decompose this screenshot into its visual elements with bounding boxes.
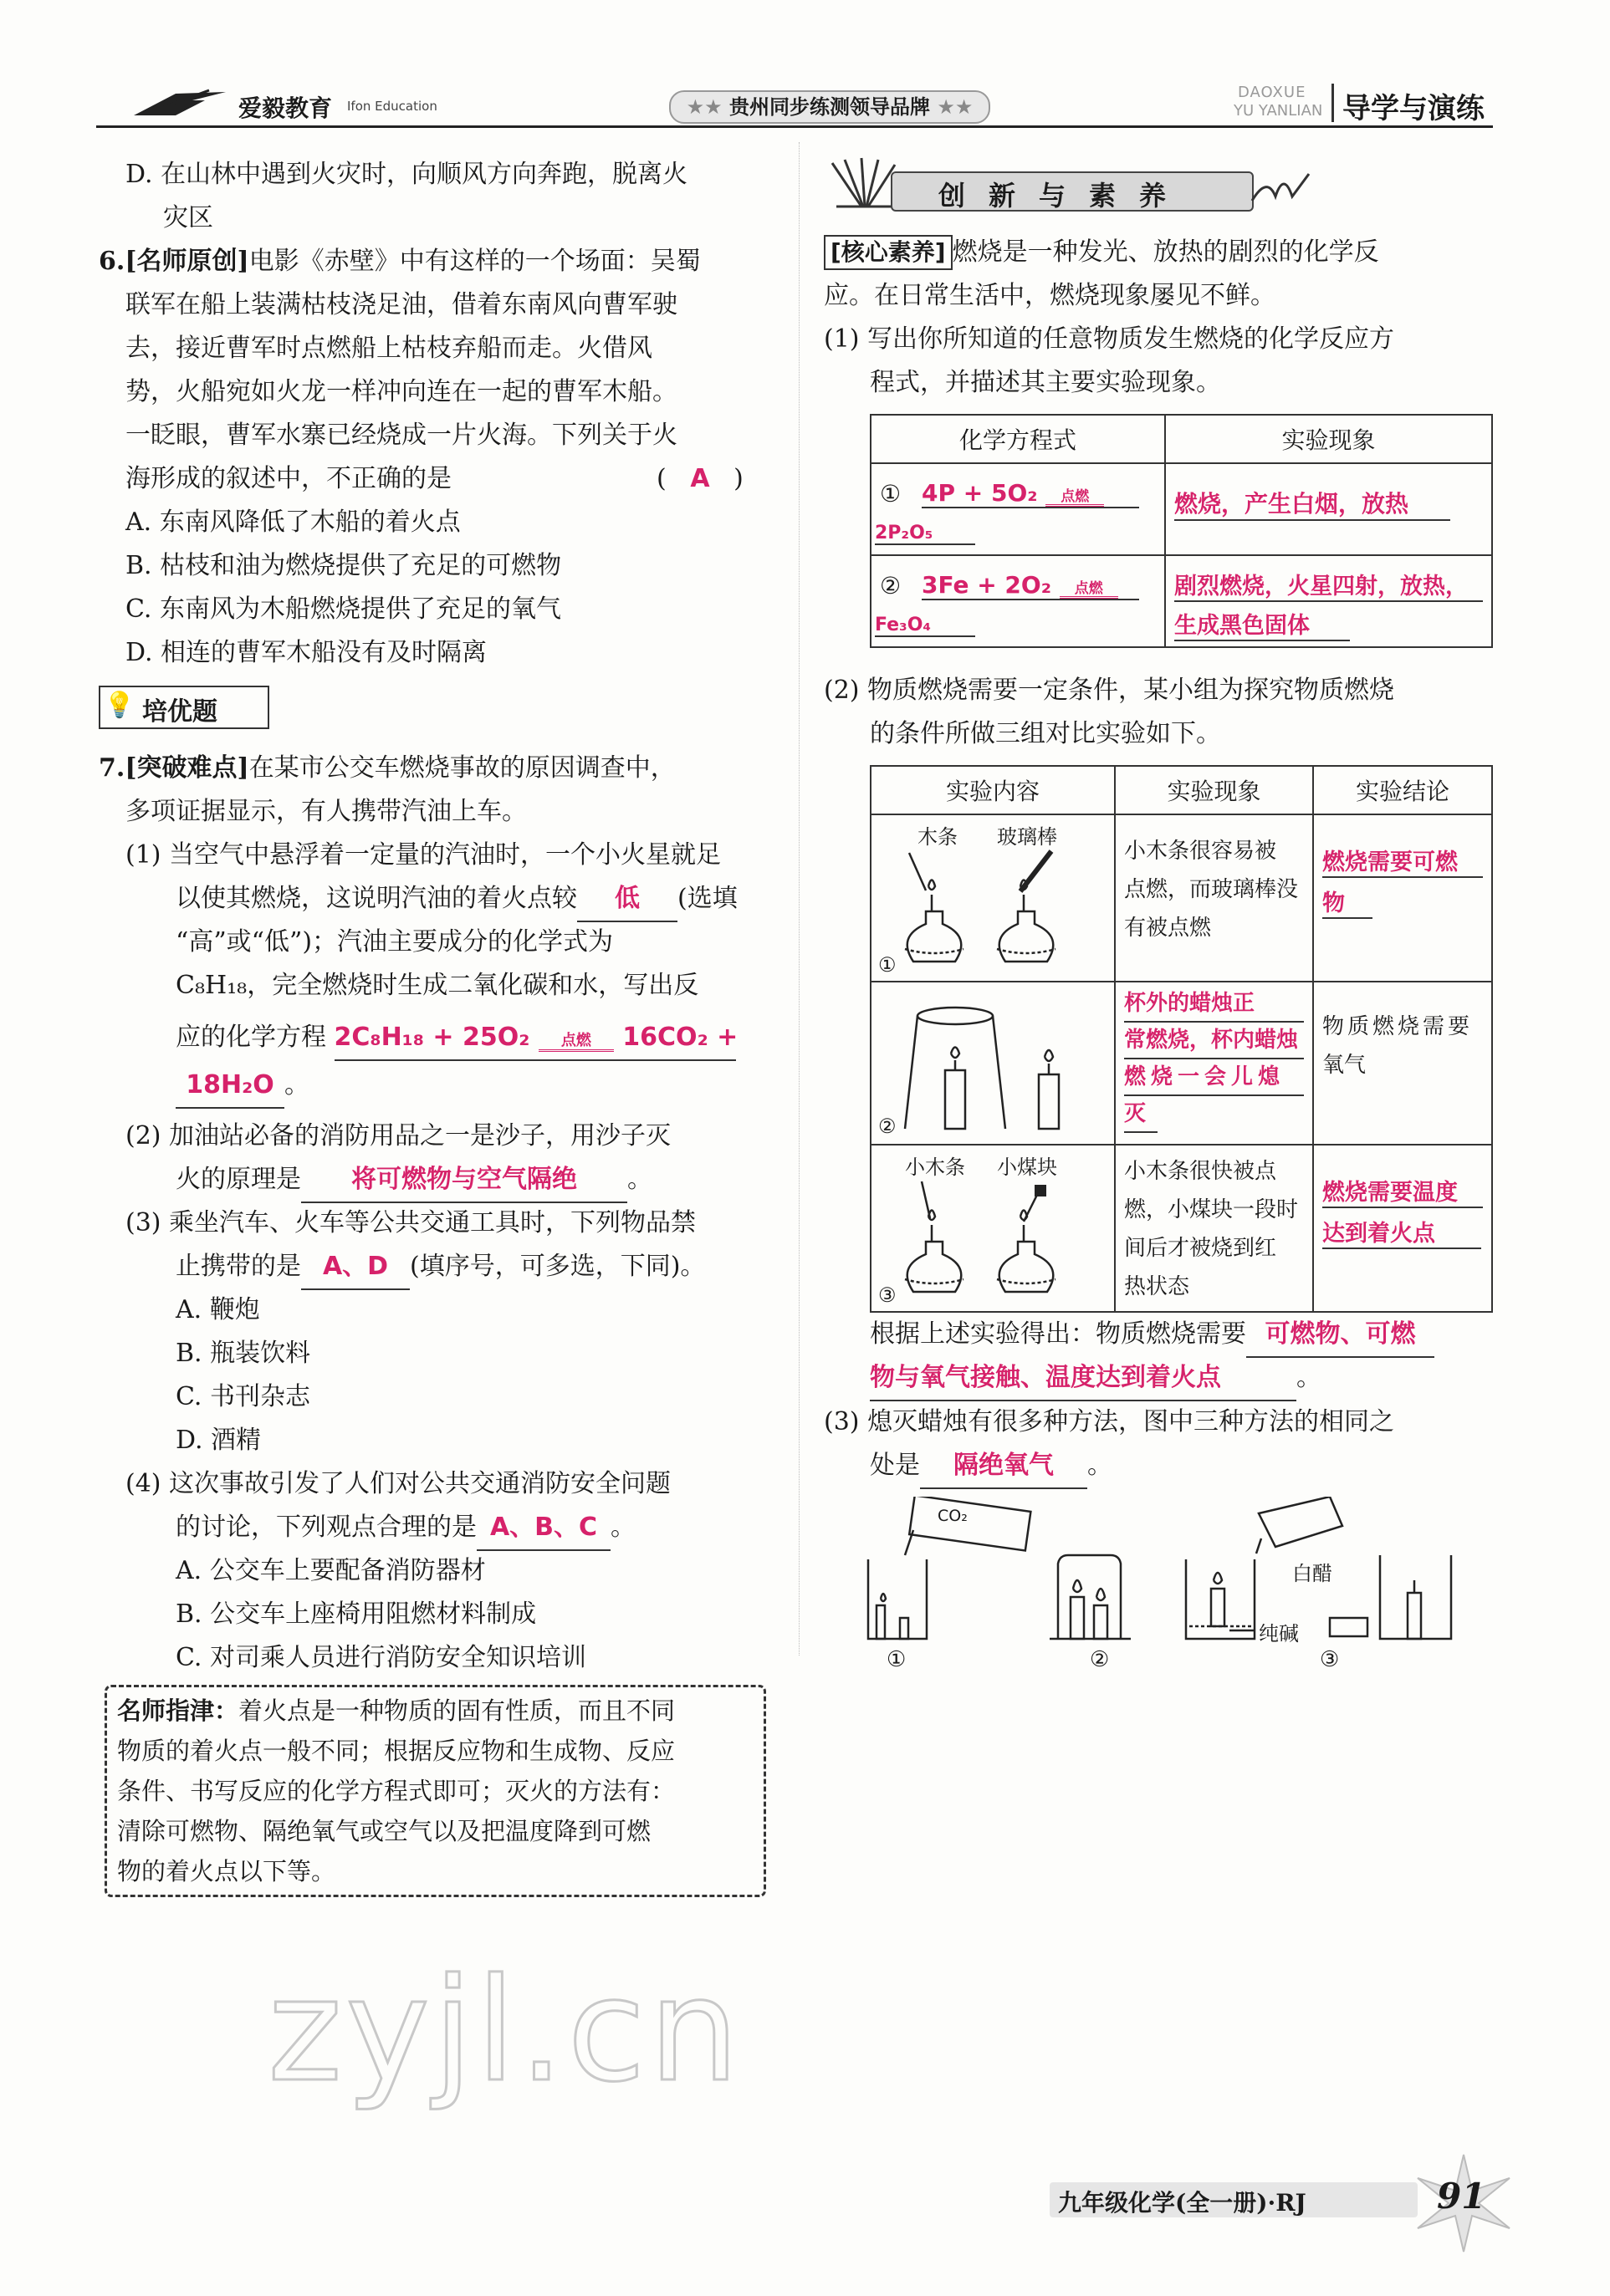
pinyin-bottom: YU YANLIAN	[1234, 102, 1323, 120]
t2-row3-concl: 燃烧需要温度 达到着火点	[1313, 1145, 1492, 1312]
q7-p3-option-d: D. 酒精	[176, 1426, 262, 1455]
q7-p3-option-c: C. 书刊杂志	[176, 1382, 310, 1411]
q7-p1-line2: 以使其燃烧，这说明汽油的着火点较 低 (选填	[176, 877, 738, 922]
q7-line1	[99, 747, 676, 790]
tip-line1: 名师指津：着火点是一种物质的固有性质，而且不同	[117, 1696, 676, 1725]
r-concl-line1: 根据上述实验得出：物质燃烧需要 可燃物、可燃	[870, 1313, 1434, 1358]
t2-row2-concl: 物质燃烧需要 氧气	[1313, 982, 1492, 1145]
t1-row1-phen-cell	[1165, 463, 1492, 555]
q6-option-b: B. 枯枝和油为燃烧提供了充足的可燃物	[125, 551, 562, 580]
q7-p2-line2: 火的原理是 将可燃物与空气隔绝 。	[176, 1158, 652, 1203]
t2-row1-num: ①	[878, 953, 897, 977]
wood-coal-lamps-figure	[880, 1175, 1089, 1309]
innovation-banner	[891, 171, 1254, 212]
t1-row2-phenomenon2: 生成黑色固体	[1174, 607, 1350, 641]
q7-number: 7.	[99, 753, 125, 783]
q7-p3-line2: 止携带的是 A、D (填序号，可多选，下同)。	[176, 1245, 705, 1290]
q7-p4-option-b: B. 公交车上座椅用阻燃材料制成	[176, 1600, 537, 1629]
soda-label: 纯碱	[1259, 1622, 1299, 1645]
t1-row1-eq-cell: ① 4P + 5O₂ 点燃 2P₂O₅	[871, 463, 1165, 555]
r-p3-line1: (3) 熄灭蜡烛有很多种方法，图中三种方法的相同之	[824, 1407, 1395, 1436]
q6-text: 电影《赤壁》中有这样的一个场面：吴蜀	[248, 247, 701, 276]
r-concl-line2: 物与氧气接触、温度达到着火点 。	[870, 1356, 1321, 1401]
q7-p1-equation-end: 18H₂O	[176, 1064, 284, 1109]
tip-line4: 清除可燃物、隔绝氧气或空气以及把温度降到可燃	[117, 1817, 652, 1845]
lightbulb-icon: 💡	[104, 691, 135, 720]
r-p1-line1: (1) 写出你所知道的任意物质发生燃烧的化学反应方	[824, 324, 1395, 354]
section-title: 培优题	[142, 697, 217, 727]
pen-scribble-icon	[1250, 167, 1317, 209]
t1-row2-phenomenon1: 剧烈燃烧，火星四射，放热，	[1174, 568, 1483, 602]
q5-option-d: D. 在山林中遇到火灾时，向顺风方向奔跑，脱离火	[125, 160, 688, 189]
q6-line5: 一眨眼，曹军水寨已经烧成一片火海。下列关于火	[125, 421, 677, 450]
q7-p1-line1: (1) 当空气中悬浮着一定量的汽油时，一个小火星就足	[125, 840, 722, 870]
r-p3-line2: 处是 隔绝氧气 。	[870, 1444, 1112, 1489]
q7-p1-line4: C₈H₁₈，完全燃烧时生成二氧化碳和水，写出反	[176, 971, 699, 1000]
q7-p3-line1: (3) 乘坐汽车、火车等公共交通工具时，下列物品禁	[125, 1208, 697, 1237]
experiment-table	[870, 765, 1493, 1313]
watermark: zyjl.cn	[268, 1948, 743, 2114]
t2-row3-num: ③	[878, 1283, 897, 1307]
q7-p3-answer: A、D	[301, 1245, 410, 1290]
q7-p1-equation: 2C₈H₁₈ + 25O₂ 点燃 16CO₂ +	[335, 1016, 736, 1061]
candle-beaker-figure	[888, 995, 1089, 1137]
fig-num-1: ①	[887, 1647, 907, 1672]
fig-num-2: ②	[1090, 1647, 1110, 1672]
q7-p1-line3: “高”或“低”)；汽油主要成分的化学式为	[176, 927, 614, 957]
q7-line2: 多项证据显示，有人携带汽油上车。	[125, 797, 527, 826]
t2-header-content: 实验内容	[871, 766, 1115, 814]
q6-tag: [名师原创]	[125, 247, 249, 276]
r-p2-line1: (2) 物质燃烧需要一定条件，某小组为探究物质燃烧	[824, 676, 1395, 705]
t2-row3-label-wood: 小木条	[905, 1156, 965, 1179]
fig-num-3: ③	[1320, 1647, 1340, 1672]
q6-option-c: C. 东南风为木船燃烧提供了充足的氧气	[125, 594, 561, 624]
t1-row2-product: Fe₃O₄	[875, 615, 975, 637]
t2-row2-num: ②	[878, 1115, 897, 1138]
q6-line2: 联军在船上装满枯枝浇足油，借着东南风向曹军驶	[125, 290, 677, 319]
alcohol-lamps-figure	[880, 844, 1089, 978]
q7-p4-option-a: A. 公交车上要配备消防器材	[176, 1556, 486, 1585]
q7-p4-option-c: C. 对司乘人员进行消防安全知识培训	[176, 1643, 586, 1672]
t1-header-eq: 化学方程式	[871, 415, 1165, 463]
vinegar-label: 白醋	[1292, 1562, 1332, 1585]
r-p3-answer: 隔绝氧气	[920, 1444, 1087, 1489]
t2-row2-phen: 杯外的蜡烛正 常燃烧，杯内蜡烛 燃烧一会儿熄 灭	[1115, 982, 1313, 1145]
q7-tag: [突破难点]	[125, 753, 249, 783]
t2-row2-figure-cell	[871, 982, 1115, 1145]
q6-answer-paren: ( A )	[657, 464, 744, 493]
tip-line3: 条件、书写反应的化学方程式即可；灭火的方法有：	[117, 1777, 676, 1805]
t1-header-phen: 实验现象	[1165, 415, 1492, 463]
t1-row1-product: 2P₂O₅	[875, 523, 975, 545]
t2-row1-figure-cell	[871, 814, 1115, 982]
q7-p2-answer: 将可燃物与空气隔绝	[301, 1158, 627, 1203]
core-tag: [核心素养]	[824, 235, 953, 270]
q7-intro: 在某市公交车燃烧事故的原因调查中，	[248, 753, 676, 783]
r-concl-answer2: 物与氧气接触、温度达到着火点	[870, 1356, 1296, 1401]
q7-p1-answer1: 低	[577, 877, 677, 922]
t1-row2-phen-cell	[1165, 555, 1492, 647]
brand-name: 爱毅教育	[238, 94, 333, 122]
q6-line4: 势，火船宛如火龙一样冲向连在一起的曹军木船。	[125, 377, 677, 406]
q7-p3-option-a: A. 鞭炮	[176, 1295, 260, 1324]
q6-line6: 海形成的叙述中，不正确的是	[125, 464, 452, 493]
innovation-banner-text: 创新与素养	[938, 180, 1190, 212]
t2-row3-figure-cell	[871, 1145, 1115, 1312]
t1-row2-equation: 3Fe + 2O₂	[922, 571, 1051, 599]
brand-sub: Ifon Education	[347, 99, 437, 114]
t2-header-phen: 实验现象	[1115, 766, 1313, 814]
r-concl-answer1: 可燃物、可燃	[1246, 1313, 1434, 1358]
co2-label: CO₂	[938, 1507, 968, 1525]
q7-p1-line6: 18H₂O 。	[176, 1064, 309, 1109]
q7-p1-line5: 应的化学方程 2C₈H₁₈ + 25O₂ 点燃 16CO₂ +	[176, 1016, 736, 1061]
section-title-box	[99, 686, 269, 729]
tip-line2: 物质的着火点一般不同；根据反应物和生成物、反应	[117, 1737, 676, 1765]
equation-table	[870, 414, 1493, 648]
t2-row1-phen: 小木条很容易被 点燃，而玻璃棒没 有被点燃	[1115, 814, 1313, 982]
t2-row1-label-glass: 玻璃棒	[997, 825, 1057, 849]
tip-line5: 物的着火点以下等。	[117, 1857, 336, 1885]
t2-row1-concl: 燃烧需要可燃 物	[1313, 814, 1492, 982]
footer-book: 九年级化学(全一册)·RJ	[1058, 2189, 1306, 2217]
q7-p4-line2: 的讨论，下列观点合理的是 A、B、C 。	[176, 1506, 636, 1551]
q6-number: 6.	[99, 247, 125, 276]
q6-option-d: D. 相连的曹军木船没有及时隔离	[125, 638, 488, 667]
brand-logo-icon	[125, 84, 234, 121]
t2-row3-phen: 小木条很快被点 燃，小煤块一段时 间后才被烧到红 热状态	[1115, 1145, 1313, 1312]
t1-row1-phenomenon: 燃烧，产生白烟，放热	[1174, 486, 1450, 521]
header-rule	[96, 125, 1493, 128]
t2-row1-label-wood: 木条	[917, 825, 958, 849]
pinyin-top: DAOXUE	[1238, 84, 1306, 101]
t1-row1-equation: 4P + 5O₂	[922, 479, 1038, 507]
t2-row3-label-coal: 小煤块	[997, 1156, 1057, 1179]
q5-option-d-cont: 灾区	[163, 203, 213, 232]
q6-option-a: A. 东南风降低了木船的着火点	[125, 508, 461, 537]
series-title: 导学与演练	[1342, 92, 1485, 125]
q6-line3: 去，接近曹军时点燃船上枯枝弃船而走。火借风	[125, 334, 652, 363]
t1-row2-eq-cell: ② 3Fe + 2O₂ 点燃 Fe₃O₄	[871, 555, 1165, 647]
q7-p4-answer: A、B、C	[477, 1506, 611, 1551]
r-p2-line2: 的条件所做三组对比实验如下。	[870, 719, 1221, 748]
core-line1: [核心素养] 燃烧是一种发光、放热的剧烈的化学反	[824, 231, 1379, 274]
tip-label: 名师指津：	[117, 1696, 239, 1725]
t2-header-concl: 实验结论	[1313, 766, 1492, 814]
banner-text: 贵州同步练测领导品牌	[729, 95, 930, 119]
q7-p3-option-b: B. 瓶装饮料	[176, 1339, 311, 1368]
header-banner: ★★ 贵州同步练测领导品牌 ★★	[669, 90, 990, 124]
q7-p4-line1: (4) 这次事故引发了人们对公共交通消防安全问题	[125, 1469, 672, 1498]
page-number: 91	[1437, 2176, 1486, 2217]
core-line2: 应。在日常生活中，燃烧现象屡见不鲜。	[824, 281, 1275, 310]
q6-answer: A	[690, 464, 710, 493]
q6-line1	[99, 240, 701, 283]
q7-p2-line1: (2) 加油站必备的消防用品之一是沙子，用沙子灭	[125, 1121, 672, 1151]
r-p1-line2: 程式，并描述其主要实验现象。	[870, 368, 1221, 397]
